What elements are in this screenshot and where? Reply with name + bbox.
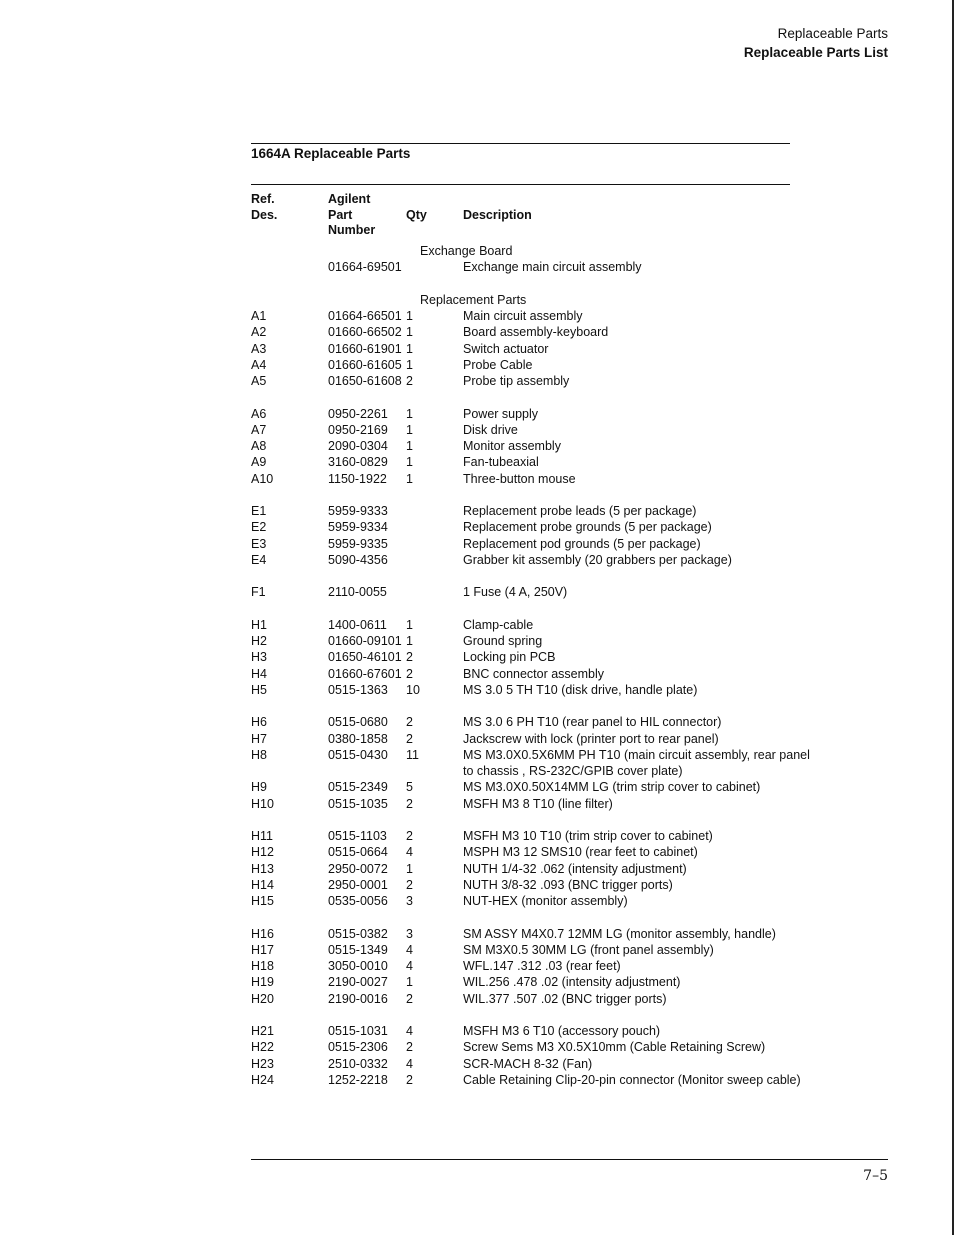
description-cell: WIL.256 .478 .02 (intensity adjustment) bbox=[463, 975, 681, 990]
part-number-cell: 01660-61605 bbox=[328, 357, 402, 372]
qty-cell: 4 bbox=[406, 1056, 413, 1071]
part-number-cell: 0515-0430 bbox=[328, 747, 388, 762]
ref-des-cell: H2 bbox=[251, 634, 267, 648]
ref-des-cell: H18 bbox=[251, 959, 274, 973]
qty-cell: 1 bbox=[406, 422, 413, 437]
column-header-part-line2: Part bbox=[328, 207, 353, 222]
part-number-cell: 01664-66501 bbox=[328, 309, 402, 323]
part-number-cell: 0515-1035 bbox=[328, 796, 388, 811]
qty-cell: 4 bbox=[406, 1024, 413, 1038]
description-cell: Probe Cable bbox=[463, 357, 533, 372]
part-number-cell: 01660-61901 bbox=[328, 341, 402, 356]
table-row bbox=[0, 454, 954, 470]
ref-des-cell: A10 bbox=[251, 471, 274, 486]
group-heading bbox=[0, 243, 954, 259]
part-number-cell: 5959-9333 bbox=[328, 504, 388, 518]
table-row bbox=[0, 633, 954, 649]
table-row bbox=[0, 438, 954, 454]
description-cell: Main circuit assembly bbox=[463, 309, 583, 323]
table-row bbox=[0, 617, 954, 633]
description-cell: Cable Retaining Clip-20-pin connector (Monitor sweep cable) bbox=[463, 1072, 801, 1087]
table-row bbox=[0, 406, 954, 422]
qty-cell: 2 bbox=[406, 731, 413, 746]
table-row-continuation bbox=[0, 763, 954, 779]
part-number-cell: 1150-1922 bbox=[328, 471, 387, 486]
qty-cell: 2 bbox=[406, 374, 413, 388]
ref-des-cell: H20 bbox=[251, 991, 274, 1006]
description-cell: SM ASSY M4X0.7 12MM LG (monitor assembly, handle) bbox=[463, 926, 776, 941]
part-number-cell: 5959-9334 bbox=[328, 520, 388, 535]
qty-cell: 1 bbox=[406, 861, 413, 876]
qty-cell: 5 bbox=[406, 780, 413, 795]
part-number-cell: 2190-0016 bbox=[328, 991, 388, 1006]
qty-cell: 4 bbox=[406, 942, 413, 957]
group-heading-label: Replacement Parts bbox=[420, 292, 527, 307]
ref-des-cell: H12 bbox=[251, 845, 274, 860]
part-number-cell: 01660-67601 bbox=[328, 666, 402, 681]
description-cell: Board assembly-keyboard bbox=[463, 325, 609, 340]
table-row bbox=[0, 1039, 954, 1055]
table-row bbox=[0, 828, 954, 844]
subsection-title: Replaceable Parts List bbox=[743, 45, 888, 60]
description-cell: Ground spring bbox=[463, 634, 543, 648]
ref-des-cell: A2 bbox=[251, 325, 267, 340]
description-cell: Replacement probe grounds (5 per package) bbox=[463, 520, 712, 535]
table-row bbox=[0, 373, 954, 389]
ref-des-cell: H23 bbox=[251, 1056, 274, 1071]
description-cell: Locking pin PCB bbox=[463, 650, 556, 665]
part-number-cell: 2510-0332 bbox=[328, 1056, 388, 1071]
qty-cell: 2 bbox=[406, 829, 413, 843]
column-header-qty: Qty bbox=[406, 207, 427, 222]
part-number-cell: 0950-2169 bbox=[328, 422, 388, 437]
ref-des-cell: H15 bbox=[251, 894, 274, 908]
ref-des-cell: F1 bbox=[251, 585, 266, 600]
table-row bbox=[0, 974, 954, 990]
table-row bbox=[0, 731, 954, 747]
description-cell: Grabber kit assembly (20 grabbers per package) bbox=[463, 552, 732, 567]
ref-des-cell: E3 bbox=[251, 536, 267, 551]
ref-des-cell: H10 bbox=[251, 796, 274, 811]
table-row bbox=[0, 844, 954, 860]
qty-cell: 2 bbox=[406, 715, 413, 730]
qty-cell: 2 bbox=[406, 666, 413, 681]
ref-des-cell: H22 bbox=[251, 1040, 274, 1055]
ref-des-cell: A7 bbox=[251, 422, 267, 437]
table-row bbox=[0, 893, 954, 909]
qty-cell: 1 bbox=[406, 309, 413, 323]
ref-des-cell: H16 bbox=[251, 926, 274, 941]
section-title: Replaceable Parts bbox=[777, 26, 888, 41]
qty-cell: 11 bbox=[406, 747, 419, 762]
column-header-ref-line1: Ref. bbox=[251, 192, 275, 206]
table-row bbox=[0, 666, 954, 682]
part-number-cell: 0515-2349 bbox=[328, 780, 388, 795]
part-number-cell: 0380-1858 bbox=[328, 731, 388, 746]
description-cell: BNC connector assembly bbox=[463, 666, 605, 681]
ref-des-cell: H24 bbox=[251, 1072, 274, 1087]
description-cell: Monitor assembly bbox=[463, 439, 561, 453]
ref-des-cell: H19 bbox=[251, 975, 274, 990]
ref-des-cell: H7 bbox=[251, 731, 267, 746]
column-header-part-number bbox=[328, 192, 375, 239]
ref-des-cell: H17 bbox=[251, 942, 274, 957]
part-number-cell: 2950-0072 bbox=[328, 861, 388, 876]
qty-cell: 1 bbox=[406, 455, 413, 470]
description-cell: Clamp-cable bbox=[463, 617, 534, 632]
table-row bbox=[0, 877, 954, 893]
description-cell: WIL.377 .507 .02 (BNC trigger ports) bbox=[463, 991, 667, 1006]
qty-cell: 1 bbox=[406, 617, 413, 632]
table-row bbox=[0, 649, 954, 665]
part-number-cell: 01660-66502 bbox=[328, 325, 402, 340]
table-row bbox=[0, 861, 954, 877]
table-row bbox=[0, 1056, 954, 1072]
table-row bbox=[0, 422, 954, 438]
table-row bbox=[0, 471, 954, 487]
column-header-description: Description bbox=[463, 207, 532, 222]
table-row bbox=[0, 926, 954, 942]
part-number-cell: 0515-1363 bbox=[328, 682, 388, 697]
description-cell: SCR-MACH 8-32 (Fan) bbox=[463, 1056, 593, 1071]
description-cell: MS M3.0X0.5X6MM PH T10 (main circuit assembly, rear panel bbox=[463, 747, 810, 762]
table-row bbox=[0, 552, 954, 568]
ref-des-cell: H21 bbox=[251, 1024, 274, 1038]
part-number-cell: 01664-69501 bbox=[328, 260, 402, 275]
part-number-cell: 0515-2306 bbox=[328, 1040, 388, 1055]
qty-cell: 2 bbox=[406, 1072, 413, 1087]
description-cell: MSFH M3 10 T10 (trim strip cover to cabinet) bbox=[463, 829, 713, 843]
part-number-cell: 0950-2261 bbox=[328, 406, 388, 421]
description-cell: Fan-tubeaxial bbox=[463, 455, 539, 470]
qty-cell: 2 bbox=[406, 650, 413, 665]
column-header-ref-line2: Des. bbox=[251, 207, 278, 222]
ref-des-cell: E4 bbox=[251, 552, 267, 567]
table-row bbox=[0, 341, 954, 357]
description-cell: Exchange main circuit assembly bbox=[463, 260, 642, 275]
description-cell: Three-button mouse bbox=[463, 471, 576, 486]
description-cell: MSPH M3 12 SMS10 (rear feet to cabinet) bbox=[463, 845, 698, 860]
part-number-cell: 3050-0010 bbox=[328, 959, 388, 973]
running-header bbox=[744, 24, 888, 62]
part-number-cell: 2190-0027 bbox=[328, 975, 388, 990]
ref-des-cell: A8 bbox=[251, 439, 267, 453]
part-number-cell: 0535-0056 bbox=[328, 894, 388, 908]
ref-des-cell: A4 bbox=[251, 357, 267, 372]
part-number-cell: 01660-09101 bbox=[328, 634, 402, 648]
part-number-cell: 0515-1349 bbox=[328, 942, 388, 957]
description-cell: 1 Fuse (4 A, 250V) bbox=[463, 585, 568, 600]
table-row bbox=[0, 942, 954, 958]
group-heading-label: Exchange Board bbox=[420, 244, 513, 258]
part-number-cell: 01650-46101 bbox=[328, 650, 402, 665]
description-cell: Disk drive bbox=[463, 422, 518, 437]
qty-cell: 4 bbox=[406, 959, 413, 973]
column-header-part-line3: Number bbox=[328, 223, 376, 237]
table-row bbox=[0, 796, 954, 812]
table-row bbox=[0, 259, 954, 275]
qty-cell: 1 bbox=[406, 634, 413, 648]
description-cell: Replacement pod grounds (5 per package) bbox=[463, 536, 701, 551]
part-number-cell: 5090-4356 bbox=[328, 552, 388, 567]
part-number-cell: 2110-0055 bbox=[328, 585, 387, 600]
qty-cell: 1 bbox=[406, 406, 413, 421]
qty-cell: 4 bbox=[406, 845, 413, 860]
ref-des-cell: H3 bbox=[251, 650, 267, 665]
qty-cell: 1 bbox=[406, 975, 413, 990]
qty-cell: 3 bbox=[406, 926, 413, 941]
table-row bbox=[0, 1072, 954, 1088]
table-row bbox=[0, 584, 954, 600]
column-header-part-line1: Agilent bbox=[328, 192, 371, 206]
qty-cell: 2 bbox=[406, 877, 413, 892]
table-row bbox=[0, 324, 954, 340]
ref-des-cell: A1 bbox=[251, 309, 267, 323]
footer-rule bbox=[251, 1159, 888, 1160]
qty-cell: 3 bbox=[406, 894, 413, 908]
description-cell: MSFH M3 6 T10 (accessory pouch) bbox=[463, 1024, 661, 1038]
qty-cell: 10 bbox=[406, 682, 420, 697]
part-number-cell: 1400-0611 bbox=[328, 617, 387, 632]
table-row bbox=[0, 714, 954, 730]
ref-des-cell: H4 bbox=[251, 666, 267, 681]
table-row bbox=[0, 536, 954, 552]
table-row bbox=[0, 958, 954, 974]
part-number-cell: 0515-1031 bbox=[328, 1024, 388, 1038]
ref-des-cell: E2 bbox=[251, 520, 267, 535]
part-number-cell: 2090-0304 bbox=[328, 439, 388, 453]
description-cell: Probe tip assembly bbox=[463, 374, 570, 388]
table-row bbox=[0, 682, 954, 698]
description-cell: MS 3.0 5 TH T10 (disk drive, handle plate) bbox=[463, 682, 698, 697]
table-row bbox=[0, 503, 954, 519]
ref-des-cell: A5 bbox=[251, 374, 267, 388]
ref-des-cell: H11 bbox=[251, 829, 274, 843]
qty-cell: 1 bbox=[406, 325, 413, 340]
description-cell: to chassis , RS-232C/GPIB cover plate) bbox=[463, 764, 683, 778]
column-header-ref-des bbox=[251, 192, 277, 223]
qty-cell: 1 bbox=[406, 341, 413, 356]
description-cell: NUTH 1/4-32 .062 (intensity adjustment) bbox=[463, 861, 687, 876]
part-number-cell: 0515-0382 bbox=[328, 926, 388, 941]
part-number-cell: 1252-2218 bbox=[328, 1072, 388, 1087]
description-cell: MS M3.0X0.50X14MM LG (trim strip cover to cabinet) bbox=[463, 780, 761, 795]
table-row bbox=[0, 1023, 954, 1039]
description-cell: NUT-HEX (monitor assembly) bbox=[463, 894, 628, 908]
table-row bbox=[0, 991, 954, 1007]
description-cell: Replacement probe leads (5 per package) bbox=[463, 504, 697, 518]
description-cell: NUTH 3/8-32 .093 (BNC trigger ports) bbox=[463, 877, 673, 892]
part-number-cell: 5959-9335 bbox=[328, 536, 388, 551]
part-number-cell: 2950-0001 bbox=[328, 877, 388, 892]
qty-cell: 2 bbox=[406, 1040, 413, 1055]
ref-des-cell: H9 bbox=[251, 780, 267, 795]
ref-des-cell: A3 bbox=[251, 341, 267, 356]
table-row bbox=[0, 519, 954, 535]
table-top-rule bbox=[251, 143, 790, 144]
description-cell: Power supply bbox=[463, 406, 539, 421]
qty-cell: 2 bbox=[406, 991, 413, 1006]
ref-des-cell: A9 bbox=[251, 455, 267, 470]
ref-des-cell: H1 bbox=[251, 617, 267, 632]
description-cell: Screw Sems M3 X0.5X10mm (Cable Retaining Screw) bbox=[463, 1040, 766, 1055]
qty-cell: 1 bbox=[406, 471, 413, 486]
part-number-cell: 01650-61608 bbox=[328, 374, 402, 388]
table-title: 1664A Replaceable Parts bbox=[251, 146, 411, 161]
group-heading bbox=[0, 292, 954, 308]
ref-des-cell: H5 bbox=[251, 682, 267, 697]
table-row bbox=[0, 357, 954, 373]
description-cell: WFL.147 .312 .03 (rear feet) bbox=[463, 959, 621, 973]
qty-cell: 1 bbox=[406, 439, 413, 453]
page-number: 7–5 bbox=[863, 1168, 888, 1184]
table-row bbox=[0, 747, 954, 763]
header-rule bbox=[251, 184, 790, 185]
ref-des-cell: E1 bbox=[251, 504, 267, 518]
table-row bbox=[0, 308, 954, 324]
table-row bbox=[0, 779, 954, 795]
description-cell: SM M3X0.5 30MM LG (front panel assembly) bbox=[463, 942, 714, 957]
ref-des-cell: A6 bbox=[251, 406, 267, 421]
ref-des-cell: H14 bbox=[251, 877, 274, 892]
part-number-cell: 0515-1103 bbox=[328, 829, 387, 843]
qty-cell: 2 bbox=[406, 796, 413, 811]
ref-des-cell: H8 bbox=[251, 747, 267, 762]
qty-cell: 1 bbox=[406, 357, 413, 372]
description-cell: Switch actuator bbox=[463, 341, 549, 356]
description-cell: MS 3.0 6 PH T10 (rear panel to HIL connector) bbox=[463, 715, 722, 730]
ref-des-cell: H6 bbox=[251, 715, 267, 730]
description-cell: Jackscrew with lock (printer port to rear panel) bbox=[463, 731, 719, 746]
description-cell: MSFH M3 8 T10 (line filter) bbox=[463, 796, 613, 811]
part-number-cell: 0515-0664 bbox=[328, 845, 388, 860]
part-number-cell: 3160-0829 bbox=[328, 455, 388, 470]
ref-des-cell: H13 bbox=[251, 861, 274, 876]
part-number-cell: 0515-0680 bbox=[328, 715, 388, 730]
